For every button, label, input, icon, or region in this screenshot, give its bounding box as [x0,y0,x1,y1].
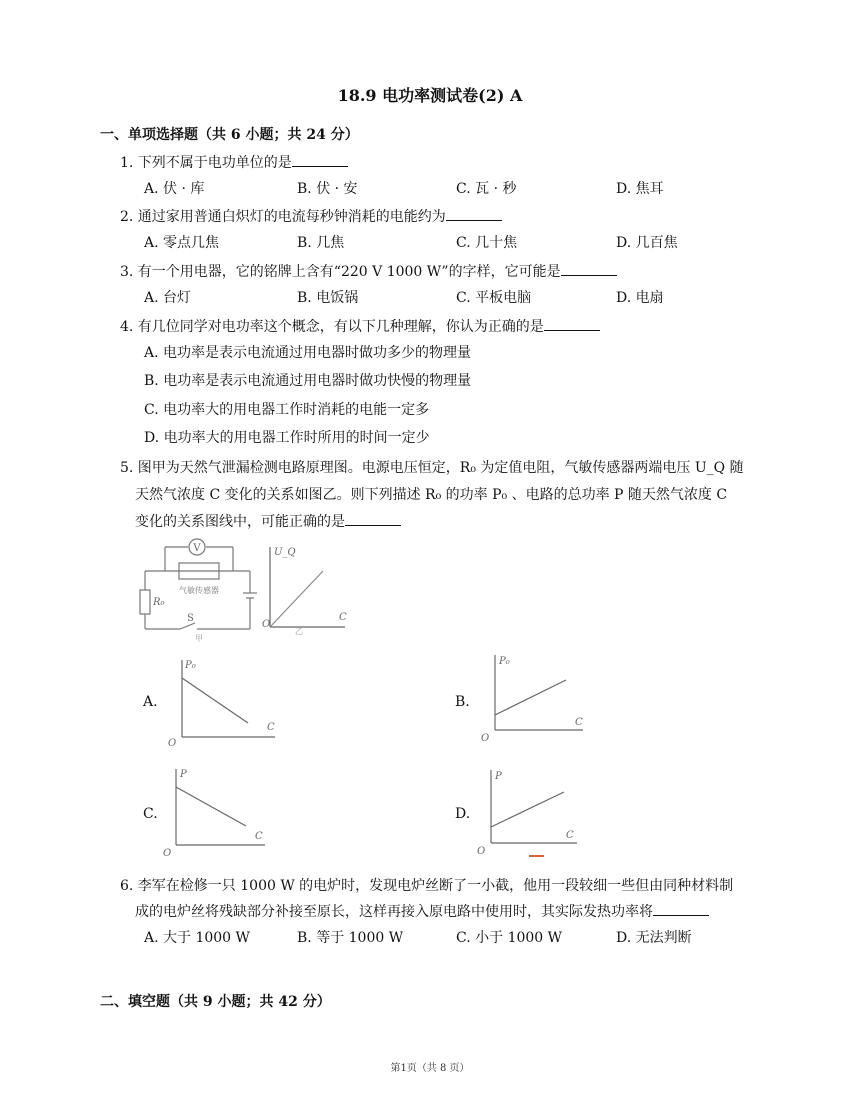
question-4 [120,316,600,336]
c-axis-label: C [255,831,263,842]
question-4-text: 4. 有几位同学对电功率这个概念，有以下几种理解，你认为正确的是 [120,319,544,335]
q4-option-d: D. 电功率大的用电器工作时所用的时间一定少 [144,430,430,446]
q5-option-a-label: A. [143,694,158,710]
q3-option-b: B. 电饭锅 [297,290,359,306]
origin-label: O [168,738,177,749]
q6-option-b: B. 等于 1000 W [297,930,404,946]
sensor-label: 气敏传感器 [179,586,219,595]
q5-option-c-label: C. [143,806,158,822]
q3-option-c: C. 平板电脑 [456,290,532,306]
q2-option-b: B. 几焦 [297,235,345,251]
question-3 [120,261,617,281]
q1-option-b: B. 伏 · 安 [297,181,358,197]
q4-option-b: B. 电功率是表示电流通过用电器时做功快慢的物理量 [144,373,472,389]
q4-option-c: C. 电功率大的用电器工作时消耗的电能一定多 [144,402,430,418]
question-5-text: 变化的关系图线中，可能正确的是 [135,514,345,530]
q2-option-d: D. 几百焦 [616,235,678,251]
p0-axis-label: P₀ [499,656,510,667]
q3-option-a: A. 台灯 [144,290,192,306]
voltmeter-label: V [193,543,201,554]
figure-jia-label: 甲 [195,634,203,643]
section-heading-choice: 一、单项选择题（共 6 小题；共 24 分） [100,127,359,143]
q4-option-a: A. 电功率是表示电流通过用电器时做功多少的物理量 [144,345,472,361]
q3-option-d: D. 电扇 [616,290,664,306]
answer-blank [345,511,401,526]
question-2-text: 2. 通过家用普通白炽灯的电流每秒钟消耗的电能约为 [120,209,446,225]
q2-option-a: A. 零点几焦 [144,235,220,251]
uq-axis-label: U_Q [274,547,296,558]
circuit-figure [135,535,365,645]
question-6-line-2 [135,901,709,921]
graph-option-d [474,765,594,860]
origin-label: O [481,733,490,744]
question-5-line-1: 5. 图甲为天然气泄漏检测电路原理图。电源电压恒定，R₀ 为定值电阻，气敏传感器两端电压 U_Q 随 [120,460,744,476]
answer-blank [446,206,502,221]
c-axis-label: C [575,717,583,728]
answer-blank [292,152,348,167]
c-axis-label: C [566,830,574,841]
p0-axis-label: P₀ [185,660,196,671]
page-title: 18.9 电功率测试卷(2) A [337,86,523,105]
answer-blank [544,316,600,331]
switch-label: S [187,613,194,624]
question-6-line-1: 6. 李军在检修一只 1000 W 的电炉时，发现电炉丝断了一小截，他用一段较细一些但由同种材料制 [120,878,734,894]
resistor-label: R₀ [153,597,165,608]
graph-option-b [478,650,598,745]
section-heading-fill: 二、填空题（共 9 小题；共 42 分） [100,994,331,1010]
origin-label: O [477,846,486,857]
question-1-text: 1. 下列不属于电功单位的是 [120,155,292,171]
page-footer: 第1页（共 8 页） [390,1063,470,1074]
q1-option-a: A. 伏 · 库 [144,181,205,197]
question-2 [120,206,502,226]
question-3-text: 3. 有一个用电器，它的铭牌上含有“220 V 1000 W”的字样，它可能是 [120,264,561,280]
q1-option-d: D. 焦耳 [616,181,664,197]
p-axis-label: P [180,769,187,780]
figure-yi-label: 乙 [295,627,303,636]
q5-option-b-label: B. [455,694,470,710]
graph-option-a [165,655,285,750]
question-5-line-3 [135,511,401,531]
graph-option-c [160,765,280,860]
origin-label: O [163,848,172,859]
q5-option-d-label: D. [455,806,471,822]
p-axis-label: P [495,771,502,782]
answer-blank [561,261,617,276]
q6-option-c: C. 小于 1000 W [456,930,563,946]
q1-option-c: C. 瓦 · 秒 [456,181,517,197]
answer-blank [653,901,709,916]
question-6-text: 成的电炉丝将残缺部分补接至原长，这样再接入原电路中使用时，其实际发热功率将 [135,904,653,920]
q6-option-a: A. 大于 1000 W [144,930,250,946]
q2-option-c: C. 几十焦 [456,235,518,251]
c-axis-label: C [267,722,275,733]
question-5-line-2: 天然气浓度 C 变化的关系如图乙。则下列描述 R₀ 的功率 P₀ 、电路的总功率 P 随天然气浓度 C [135,487,728,503]
q6-option-d: D. 无法判断 [616,930,692,946]
c-axis-label: C [339,612,347,623]
origin-label: O [262,619,271,630]
question-1 [120,152,348,172]
